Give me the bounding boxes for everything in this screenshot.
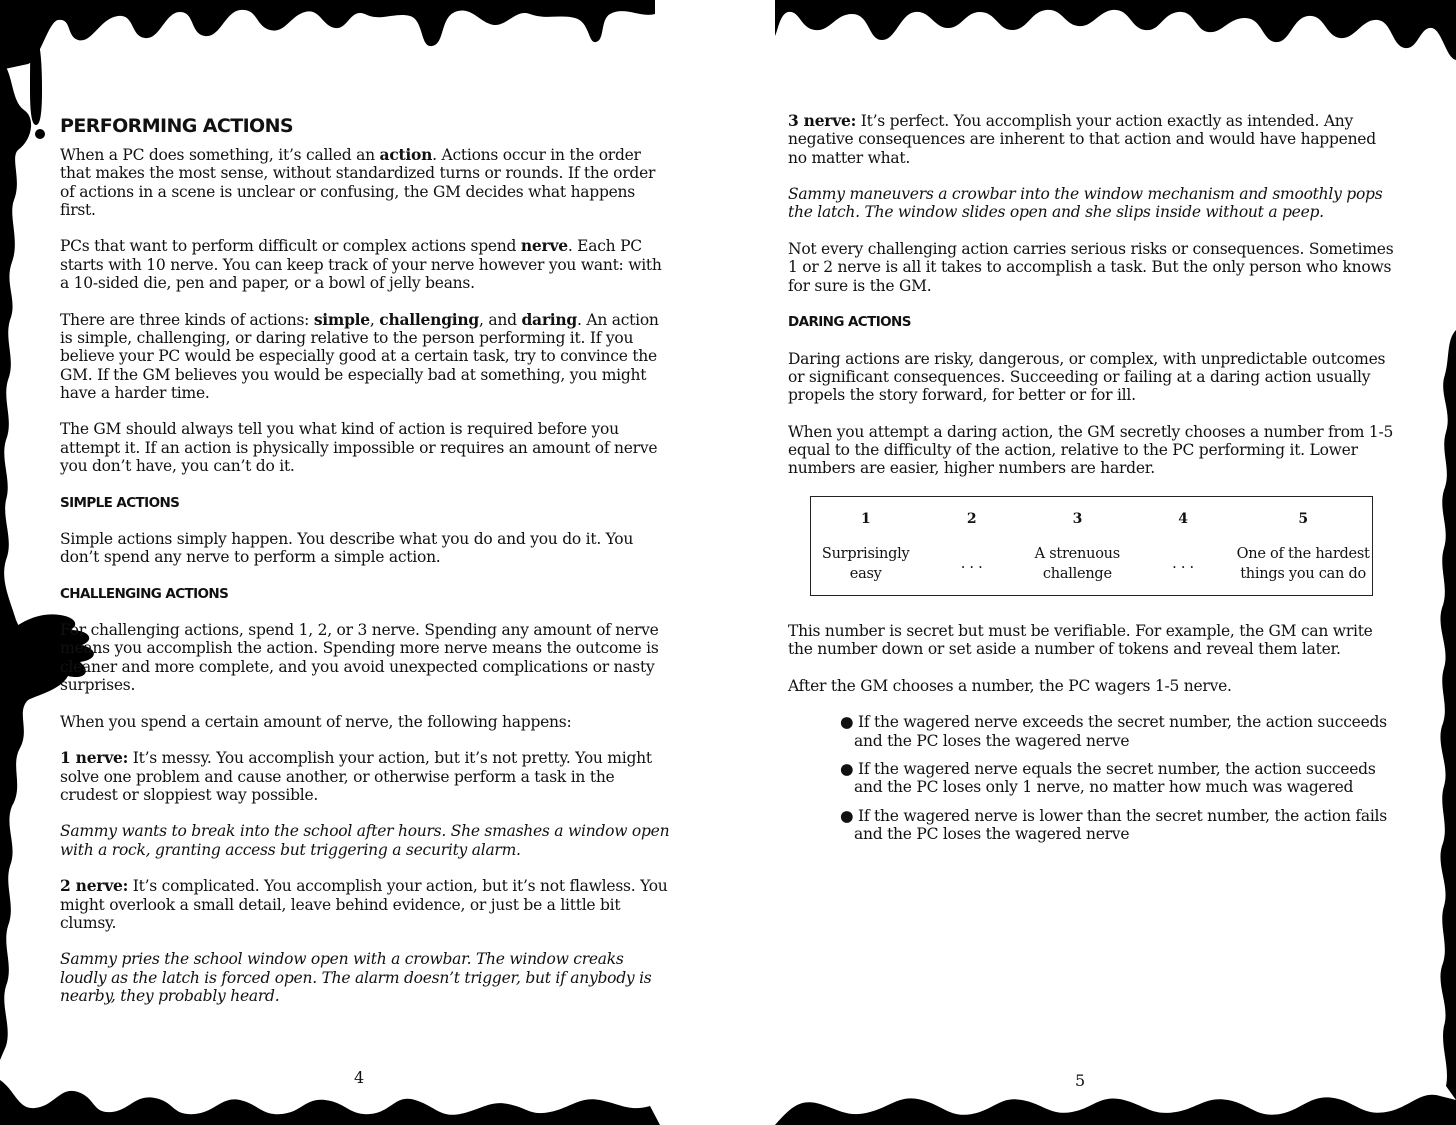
difficulty-label: . . .	[960, 555, 983, 572]
paragraph-spend-nerve: When you spend a certain amount of nerve, the following happens:	[60, 712, 572, 731]
bullet-icon: ●	[840, 713, 854, 732]
section-heading-performing-actions: PERFORMING ACTIONS	[60, 115, 293, 137]
difficulty-number: 1	[860, 510, 871, 527]
list-item: ● If the wagered nerve is lower than the secret number, the action fails and the PC loses the wagered nerve	[840, 806, 1387, 843]
bullet-icon: ●	[840, 760, 854, 779]
paragraph-not-every-action: Not every challenging action carries serious risks or consequences. Sometimes 1 or 2 nerve is all it takes to accomplish a task. But the only person who knows for sure is the GM.	[788, 240, 1394, 295]
paragraph-secret-number: When you attempt a daring action, the GM secretly chooses a number from 1-5 equal to the difficulty of the action, relative to the PC performing it. Lower numbers are easier, higher numbers are harder.	[788, 422, 1394, 478]
subheading-challenging-actions: CHALLENGING ACTIONS	[60, 585, 229, 602]
difficulty-label: Surprisingly easy	[821, 545, 910, 582]
paragraph-two-nerve: 2 nerve: It’s complicated. You accomplish your action, but it’s not flawless. You might overlook a small detail, leave behind evidence, or just be a little bit clumsy.	[60, 876, 668, 932]
paragraph-action-kinds: There are three kinds of actions: simple, challenging, and daring. An action is simple, challenging, or daring relative to the person performing it. If you believe your PC would be especially good at a certain task, try to convince the GM. If the GM believes you would be especially bad at something, you might have a harder time.	[60, 309, 659, 402]
paragraph-gm-tells: The GM should always tell you what kind of action is required before you attempt it. If an action is physically impossible or requires an amount of nerve you don’t have, you can’t do it.	[60, 420, 658, 476]
difficulty-label: One of the hardest things you can do	[1236, 545, 1370, 582]
page-number-left: 4	[354, 1068, 365, 1087]
subheading-daring-actions: DARING ACTIONS	[788, 314, 911, 331]
page-number-right: 5	[1075, 1071, 1086, 1090]
bullet-icon: ●	[840, 806, 854, 825]
paragraph-verifiable: This number is secret but must be verifiable. For example, the GM can write the number down or set aside a number of tokens and reveal them later.	[788, 621, 1373, 659]
difficulty-label: A strenuous challenge	[1034, 545, 1120, 582]
difficulty-number: 5	[1298, 510, 1308, 527]
paragraph-nerve-intro: PCs that want to perform difficult or complex actions spend nerve. Each PC starts with 10 nerve. You can keep track of your nerve however you want: with a 10-sided die, pen and paper, or a bowl of jelly beans.	[60, 236, 662, 293]
wager-rules-list	[822, 713, 1398, 843]
difficulty-number: 3	[1072, 510, 1083, 527]
paragraph-wager: After the GM chooses a number, the PC wagers 1-5 nerve.	[788, 676, 1232, 695]
left-page	[60, 112, 672, 1024]
difficulty-number: 2	[966, 510, 977, 527]
paragraph-actions-intro: When a PC does something, it’s called an action. Actions occur in the order that makes the most sense, without standardized turns or rounds. If the order of actions in a scene is unclear or confusing, the GM decides what happens first.	[60, 145, 656, 219]
right-page	[788, 112, 1398, 853]
paragraph-one-nerve: 1 nerve: It’s messy. You accomplish your action, but it’s not pretty. You might solve one problem and cause another, or otherwise perform a task in the crudest or sloppiest way possible.	[60, 748, 652, 804]
list-item: ● If the wagered nerve exceeds the secret number, the action succeeds and the PC loses the wagered nerve	[840, 713, 1387, 750]
paragraph-challenging-actions: For challenging actions, spend 1, 2, or 3 nerve. Spending any amount of nerve means you accomplish the action. Spending more nerve means the outcome is cleaner and more complete, and you avoid unexpected complications or nasty surprises.	[60, 621, 659, 695]
example-two-nerve: Sammy pries the school window open with a crowbar. The window creaks loudly as the latch is forced open. The alarm doesn’t trigger, but if anybody is nearby, they probably heard.	[60, 950, 652, 1006]
paragraph-three-nerve: 3 nerve: It’s perfect. You accomplish your action exactly as intended. Any negative consequences are inherent to that action and would have happened no matter what.	[788, 111, 1376, 167]
difficulty-number: 4	[1178, 510, 1188, 527]
difficulty-table	[810, 496, 1373, 596]
difficulty-label: . . .	[1172, 555, 1194, 572]
example-one-nerve: Sammy wants to break into the school after hours. She smashes a window open with a rock, granting access but triggering a security alarm.	[60, 822, 670, 859]
paragraph-daring-actions: Daring actions are risky, dangerous, or complex, with unpredictable outcomes or significant consequences. Succeeding or failing at a daring action usually propels the story forward, for better or for ill.	[788, 349, 1386, 405]
list-item: ● If the wagered nerve equals the secret number, the action succeeds and the PC loses only 1 nerve, no matter how much was wagered	[840, 760, 1376, 797]
paragraph-simple-actions: Simple actions simply happen. You describe what you do and you do it. You don’t spend any nerve to perform a simple action.	[60, 529, 634, 567]
example-three-nerve: Sammy maneuvers a crowbar into the window mechanism and smoothly pops the latch. The window slides open and she slips inside without a peep.	[788, 185, 1383, 222]
subheading-simple-actions: SIMPLE ACTIONS	[60, 494, 180, 511]
